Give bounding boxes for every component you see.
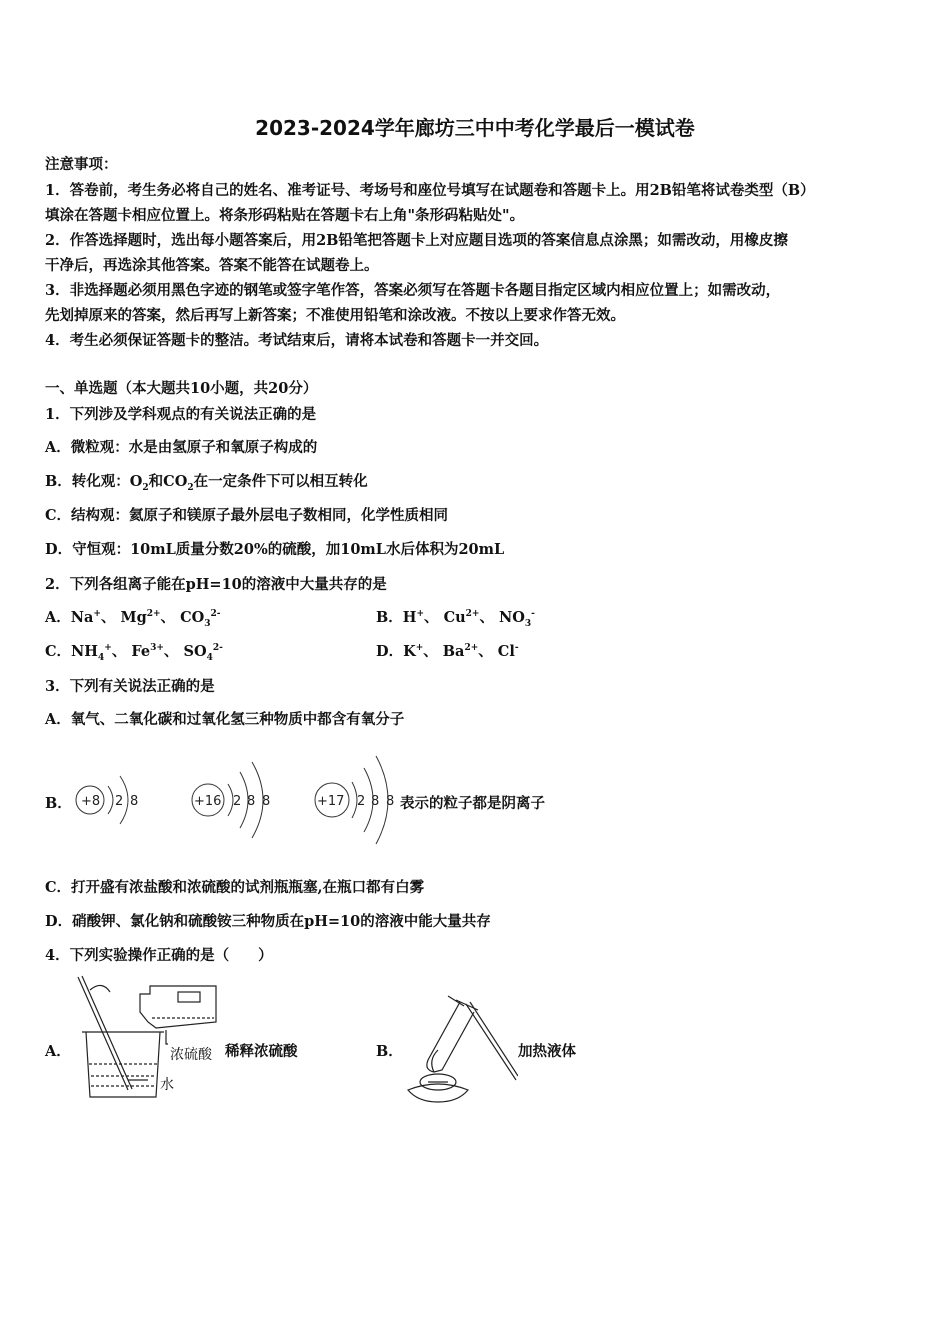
heating-liquid-figure [398,990,518,1105]
shell-electrons: 8 [386,794,395,809]
option-b-label: B． [376,1043,403,1060]
notice-line: 填涂在答题卡相应位置上。将条形码粘贴在答题卡右上角"条形码粘贴处"。 [45,207,525,224]
notice-line: 4．考生必须保证答题卡的整洁。考试结束后，请将本试卷和答题卡一并交回。 [45,332,549,349]
nucleus-charge: +17 [317,794,345,809]
page-title: 2023-2024学年廊坊三中中考化学最后一模试卷 [255,116,695,140]
option-b-label: B． [45,795,72,812]
notice-line: 3．非选择题必须用黑色字迹的钢笔或签字笔作答，答案必须写在答题卡各题目指定区域内相应位置上；如需改动， [45,282,781,299]
notice-line: 先划掉原来的答案，然后再写上新答案；不准使用铅笔和涂改液。不按以上要求作答无效。 [45,307,625,324]
option-b-text: 加热液体 [518,1043,576,1060]
option-a-label: A． [45,1043,71,1060]
option-a-text: 稀释浓硫酸 [225,1043,298,1060]
shell-electrons: 2 [357,794,366,809]
section-heading: 一、单选题（本大题共10小题，共20分） [45,380,318,397]
option-c: C．结构观：氦原子和镁原子最外层电子数相同，化学性质相同 [45,507,449,524]
shell-electrons: 8 [247,794,256,809]
notice-heading: 注意事项： [45,156,118,173]
option-b-text: 表示的粒子都是阴离子 [400,795,545,812]
notice-line: 2．作答选择题时，选出每小题答案后，用2B铅笔把答题卡上对应题目选项的答案信息点涂黑；如需改动，用橡皮擦 [45,232,788,249]
option-c: C．$NH_4^+$、 $Fe^{3+}$、 $SO_4^{2-}$ [45,643,223,663]
shell-electrons: 2 [115,794,124,809]
shell-electrons: 8 [130,794,139,809]
option-a: A．氧气、二氧化碳和过氧化氢三种物质中都含有氧分子 [45,711,405,728]
dilution-apparatus-figure [68,972,228,1102]
option-d: D．硝酸钾、氯化钠和硫酸铵三种物质在pH=10的溶液中能大量共存 [45,913,491,930]
notice-line: 1．答卷前，考生务必将自己的姓名、准考证号、考场号和座位号填写在试题卷和答题卡上。用2B铅笔将试卷类型（B） [45,182,815,199]
option-a: A．Na+、 $Mg^{2+}$、 $CO_3^{2-}$ [45,609,221,629]
figure-label-water: 水 [160,1077,174,1093]
figure-label-acid: 浓硫酸 [170,1047,212,1063]
nucleus-charge: +8 [81,794,101,809]
question-stem: 3．下列有关说法正确的是 [45,678,215,695]
option-d: D．K+、 $Ba^{2+}$、 Cl- [376,643,519,660]
question-stem: 1．下列涉及学科观点的有关说法正确的是 [45,406,317,423]
nucleus-charge: +16 [194,794,222,809]
atom-structure-diagrams [70,752,410,852]
option-b: B．H+、 $Cu^{2+}$、 $NO_3^-$ [376,609,535,629]
option-a: A．微粒观：水是由氢原子和氧原子构成的 [45,439,318,456]
notice-line: 干净后，再选涂其他答案。答案不能答在试题卷上。 [45,257,379,274]
shell-electrons: 2 [233,794,242,809]
option-c: C．打开盛有浓盐酸和浓硫酸的试剂瓶瓶塞,在瓶口都有白雾 [45,879,425,896]
shell-electrons: 8 [371,794,380,809]
option-b: B．转化观：$O_2$和$CO_2$在一定条件下可以相互转化 [45,473,368,493]
question-stem: 4．下列实验操作正确的是（ ） [45,947,273,964]
shell-electrons: 8 [262,794,271,809]
question-stem: 2．下列各组离子能在pH=10的溶液中大量共存的是 [45,576,387,593]
option-d: D．守恒观：10mL质量分数20%的硫酸，加10mL水后体积为20mL [45,541,505,558]
